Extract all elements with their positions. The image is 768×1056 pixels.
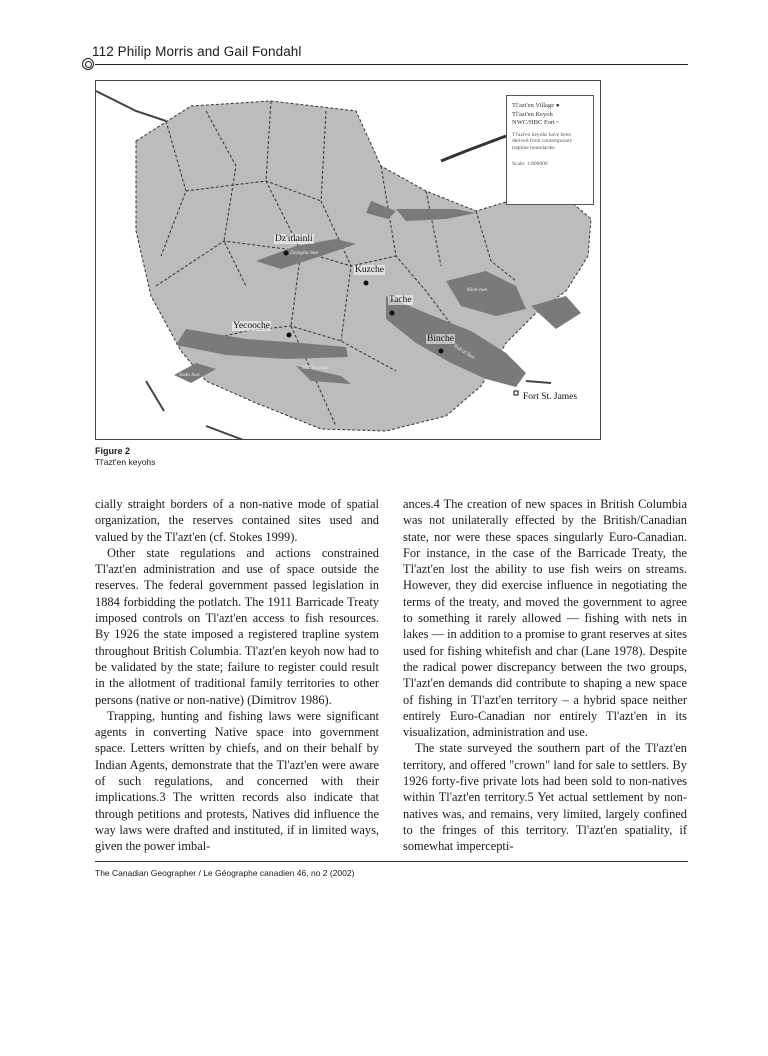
left-column [95,496,379,855]
paragraph: Other state regulations and actions constrained Tl'azt'en administration and use of space outside the reserves. The federal government passed legislation in 1884 forbidding the potlatch. The 1911 Barricade Treaty imposed controls on Tl'azt'en access to fish resources. By 1926 the state imposed a registered trapline system throughout British Columbia. Tl'azt'en keyoh now had to be validated by the state; failure to register could result in the allotment of traditional family territories to other persons (native or non-native) (Dimitrov 1986). [95,545,379,707]
lake-label-nakal: Nak'al bun [452,343,476,361]
legend-village: Tl'azt'en Village ● [512,102,560,109]
lake-label-bitlika: Bitlik'a bun [302,365,328,371]
copyright-mark-icon [82,58,94,70]
figure-caption: Tl'azt'en keyohs [95,457,156,467]
map-label-binche: Binche [427,334,454,344]
footer-citation: The Canadian Geographer / Le Géographe canadien 46, no 2 (2002) [95,868,355,878]
right-column [403,496,687,855]
fort-marker [514,391,518,395]
figure-map [95,80,601,440]
river-line [146,381,164,411]
map-label-fort-st-james: Fort St. James [523,392,578,402]
village-marker [284,251,289,256]
legend-fort: NWC/HBC Fort ▫ [512,119,559,126]
paragraph: The state surveyed the southern part of the Tl'azt'en territory, and offered "crown" land for sale to settlers. By 1926 forty-five private lots had been sold to non-natives within Tl'azt'en territory.5 Yet actual settlement by non-natives was, and remains, very limited, largely confined to the fringes of this territory. Tl'azt'en spatiality, if somewhat impercepti- [403,741,687,854]
map-legend [506,95,594,205]
river-line [441,136,506,161]
village-marker [364,281,369,286]
footer-rule [95,861,688,862]
road-line [526,381,551,383]
paragraph: cially straight borders of a non-native mode of spatial organization, the reserves contained sites used and valued by the Tl'azt'en (cf. Stokes 1999). [95,497,379,544]
map-label-yecooche: Yecooche [233,321,271,331]
river-line [96,91,166,121]
legend-note: Tl'azt'en keyohs have been derived from contemporary trapline boundaries. [512,131,573,152]
paragraph: Trapping, hunting and fishing laws were significant agents in converting Native space into government space. Letters written by chiefs, and on their behalf by Indian Agents, demonstrate that the Tl'azt'en were aware of such regulations, and concerned with their implications.3 The written records also indicate that through petitions and protests, Natives did influence the way laws were drafted and instituted, if in limited ways, given the power imbal- [95,708,379,854]
river-line [206,426,246,440]
map-label-tache: Tache [389,295,412,305]
legend-scale: Scale: 1:800000 [512,160,548,167]
village-marker [287,333,292,338]
village-marker [390,311,395,316]
header-rule [95,64,688,65]
figure-label: Figure 2 [95,446,131,456]
legend-keyoh: Tl'azt'en Keyoh [512,110,553,118]
map-label-kuzche: Kuzche [355,265,385,275]
village-marker [439,349,444,354]
lake-label-dzinghu: Dzinghu bun [290,250,319,256]
lake-label-sodo: Sodo bun [179,372,200,378]
paragraph: ances.4 The creation of new spaces in British Columbia was not unilaterally effected by the British/Canadian state, nor were these spaces singularly Euro-Canadian. For instance, in the case of the Barricade Treaty, the Tl'azt'en lost the ability to use fish weirs on streams. However, they did exercise influence in negotiating the terms of the treaty, and moved the government to agree to something it rarely allowed — fishing with nets in lakes — in addition to a promise to grant reserves at sites used for fishing whitefish and char (Lane 1978). Despite the radical power discrepancy between the two groups, Tl'azt'en demands did contribute to shaping a new space of fishing in Tl'azt'en territory – a hybrid space neither entirely Euro-Canadian nor entirely Tl'azt'en in its visualization, administration and use. [403,497,687,740]
map-label-dzitlainli: Dz'itlainli [275,234,313,244]
lake-label-kloh: Kloh bun [467,287,488,293]
running-head: 112 Philip Morris and Gail Fondahl [92,44,302,59]
